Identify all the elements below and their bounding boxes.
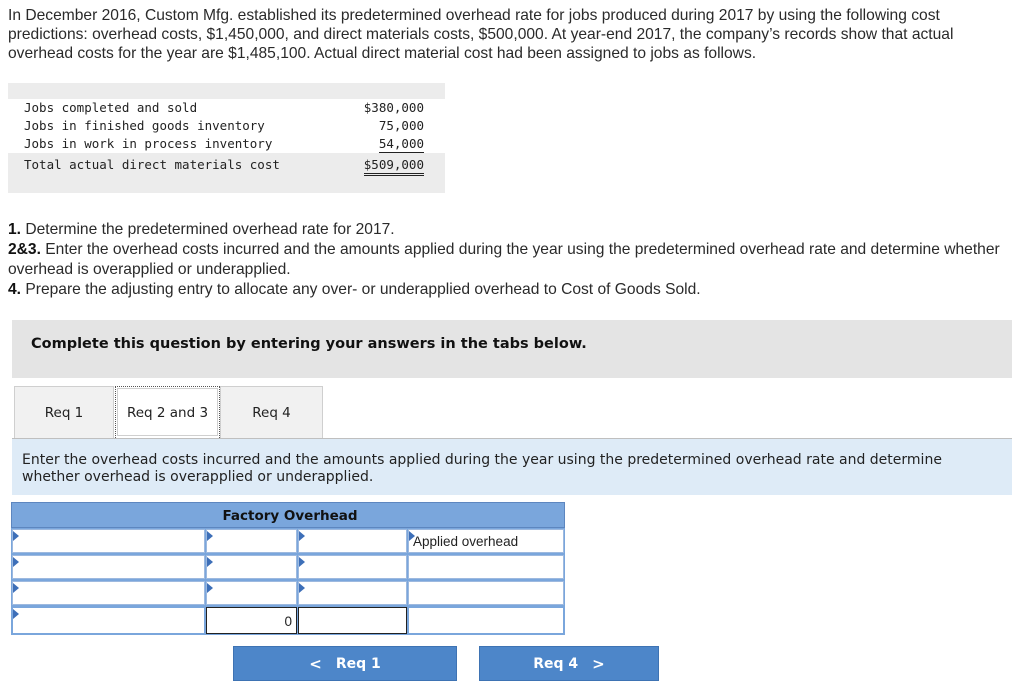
tab-req-2-and-3[interactable]: Req 2 and 3 (115, 386, 220, 438)
t-account-body (11, 528, 565, 635)
debit-amount-input[interactable] (207, 582, 296, 604)
direct-materials-table (8, 83, 445, 193)
requirement-number: 2&3. (8, 241, 41, 258)
credit-account-input[interactable] (409, 556, 563, 578)
table-row (8, 117, 445, 135)
debit-account-input[interactable] (13, 582, 204, 604)
requirement-number: 4. (8, 281, 22, 298)
requirement-1 (8, 220, 1013, 240)
next-req-label: Req 4 (533, 655, 579, 672)
row-value: 54,000 (378, 136, 424, 151)
banner-text: Complete this question by entering your answers in the tabs below. (31, 336, 587, 352)
credit-amount-input[interactable] (299, 556, 406, 578)
debit-amount-field[interactable] (206, 555, 297, 579)
debit-total-cell (206, 607, 297, 634)
debit-account-field[interactable] (12, 555, 205, 579)
factory-overhead-t-account (11, 502, 565, 635)
debit-account-field[interactable] (12, 529, 205, 553)
requirement-number: 1. (8, 221, 22, 238)
credit-account-field[interactable] (408, 555, 564, 579)
credit-amount-input[interactable] (299, 530, 406, 552)
credit-total-cell (298, 607, 407, 634)
instruction-text: Enter the overhead costs incurred and the amounts applied during the year using the predetermined overhead rate and determine whether overhead is overapplied or underapplied. (22, 452, 942, 485)
dropdown-marker-icon (13, 609, 19, 619)
debit-amount-input[interactable] (207, 556, 296, 578)
requirement-text: Enter the overhead costs incurred and the amounts applied during the year using the predetermined overhead rate and determine whether overhead is overapplied or underapplied. (8, 241, 1000, 278)
debit-account-field[interactable] (12, 581, 205, 605)
debit-total-value: 0 (284, 614, 292, 629)
total-label: Total actual direct materials cost (24, 157, 280, 172)
instructions-banner (12, 320, 1012, 378)
credit-amount-field[interactable] (298, 581, 407, 605)
requirement-text: Determine the predetermined overhead rate for 2017. (21, 221, 395, 238)
row-label: Jobs completed and sold (24, 100, 198, 115)
requirements-list (8, 220, 1013, 300)
debit-amount-field[interactable] (206, 581, 297, 605)
requirement-text: Prepare the adjusting entry to allocate any over- or underapplied overhead to Cost of Goods Sold. (21, 281, 701, 298)
total-row (8, 156, 445, 174)
total-value: $509,000 (364, 157, 424, 176)
debit-amount-input[interactable] (207, 530, 296, 552)
chevron-right-icon: > (592, 654, 605, 673)
prev-req-button[interactable] (233, 646, 457, 681)
credit-amount-field[interactable] (298, 555, 407, 579)
prev-req-label: Req 1 (335, 655, 381, 672)
row-label: Jobs in finished goods inventory (24, 118, 265, 133)
table-row (8, 135, 445, 153)
total-blank-right (408, 607, 564, 634)
credit-account-field[interactable] (408, 581, 564, 605)
debit-account-input[interactable] (13, 530, 204, 552)
applied-overhead-label: Applied overhead (413, 534, 519, 549)
debit-amount-field[interactable] (206, 529, 297, 553)
tab-instruction (12, 439, 1012, 495)
row-value: 75,000 (378, 118, 424, 133)
credit-amount-field[interactable] (298, 529, 407, 553)
credit-account-input[interactable] (409, 582, 563, 604)
row-label: Jobs in work in process inventory (24, 136, 273, 151)
tab-req-4[interactable]: Req 4 (220, 386, 323, 438)
problem-intro: In December 2016, Custom Mfg. established its predetermined overhead rate for jobs produced during 2017 by using the following cost predictions: overhead costs, $1,450,000, and direct materials costs, $500,000. At year-end 2017, the company’s records show that actual overhead costs for the year are $1,485,100. Actual direct material cost had been assigned to jobs as follows. (8, 7, 954, 62)
t-account-title-text: Factory Overhead (222, 508, 358, 524)
tab-req-1[interactable]: Req 1 (14, 386, 114, 438)
row-value: $380,000 (363, 100, 424, 115)
t-account-title (11, 502, 565, 528)
credit-label-cell (408, 529, 564, 553)
chevron-left-icon: < (309, 654, 322, 673)
requirement-2-3 (8, 240, 1013, 280)
table-row (8, 99, 445, 117)
requirement-4 (8, 280, 1013, 300)
total-blank-left (12, 607, 205, 634)
next-req-button[interactable] (479, 646, 659, 681)
debit-account-input[interactable] (13, 556, 204, 578)
credit-amount-input[interactable] (299, 582, 406, 604)
